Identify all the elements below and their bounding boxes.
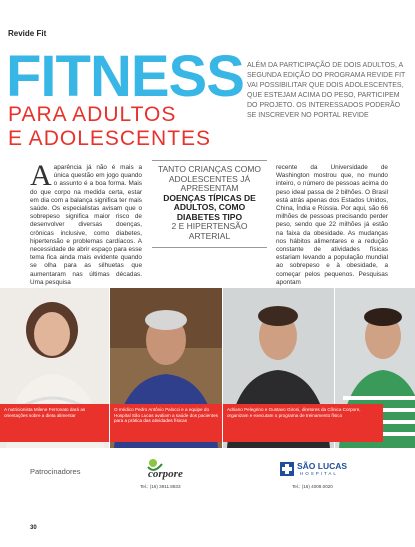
pull-quote-line-1: TANTO CRIANÇAS COMO ADOLESCENTES JÁ APRESENTAM (157, 164, 262, 193)
body-text-1: aparência já não é mais a única questão em jogo quando o assunto é a boa forma. Mais do que corpo na medida certa, estar em dia com a balança significa ter mais saúde. Os especialistas avisam que o sobrepeso significa maior risco de desenvolver diversas doenças, crônicas inclusive, como diabetes, hipertensão e problemas cardíacos. A necessidade de abrir espaço para esse tema fica ainda mais evidente quando se olha para as silhuetas que aumentaram nas últimas décadas. Uma pesquisa (30, 164, 142, 286)
sponsors-label: Patrocinadores (30, 467, 81, 476)
pull-quote-line-2: DOENÇAS TÍPICAS DE ADULTOS, COMO DIABETES TIPO (163, 192, 256, 222)
body-column-1 (30, 159, 142, 287)
saolucas-phone: Tel.: (16) 4009.0020 (292, 484, 333, 489)
corpore-phone: Tel.: (16) 3911.8833 (140, 484, 181, 489)
section-label: Revide Fit (8, 29, 47, 38)
dropcap: A (30, 159, 52, 192)
caption-1: A nutricionista Milene Ferronato dará as orientações sobre a dieta alimentar (0, 404, 109, 442)
pull-quote (152, 160, 267, 248)
corpore-logo: corpore (140, 454, 200, 482)
caption-2: O médico Pedro Antônio Palocci e a equipe do Hospital São Lucas avaliam a saúde dos pacientes para a prática das atividades físicas (110, 404, 222, 442)
caption-3: Adriano Pelegrino e Gustavo Gironi, diretores da Clínica Corpore, organizam e executam o programa de treinamento físico (223, 404, 383, 442)
page-number: 30 (30, 525, 37, 531)
title-line-2: E ADOLESCENTES (8, 127, 212, 150)
page-title: FITNESS (6, 44, 244, 109)
intro-text: ALÉM DA PARTICIPAÇÃO DE DOIS ADULTOS, A SEGUNDA EDIÇÃO DO PROGRAMA REVIDE FIT VAI POSSIBILITAR QUE DOIS ADOLESCENTES, QUE ESTEJAM ACIMA DO PESO, PARTICIPEM DO PROJETO. OS INTERESSADOS PODERÃO SE INSCREVER NO PORTAL REVIDE (247, 62, 406, 119)
title-line-1: PARA ADULTOS (8, 103, 177, 126)
pull-quote-line-3: 2 E HIPERTENSÃO ARTERIAL (171, 221, 248, 241)
body-column-3: recente da Universidade de Washington mostrou que, no mundo inteiro, o número de pessoas acima do peso ideal passa de 2 bilhões. O Brasil está atrás apenas dos Estados Unidos, China, Índia e Rússia. Por aqui, são 66 milhões de pessoas precisando perder peso, sendo que 22 milhões já estão na faixa da obesidade. As mudanças nos hábitos alimentares e a redução constante de atividades físicas estariam levando a população mundial ao sobrepeso e à obesidade, a começar pelos pequenos. Pesquisas apontam (276, 164, 388, 286)
saolucas-logo: SÃO LUCAS HOSPITAL (280, 460, 350, 482)
